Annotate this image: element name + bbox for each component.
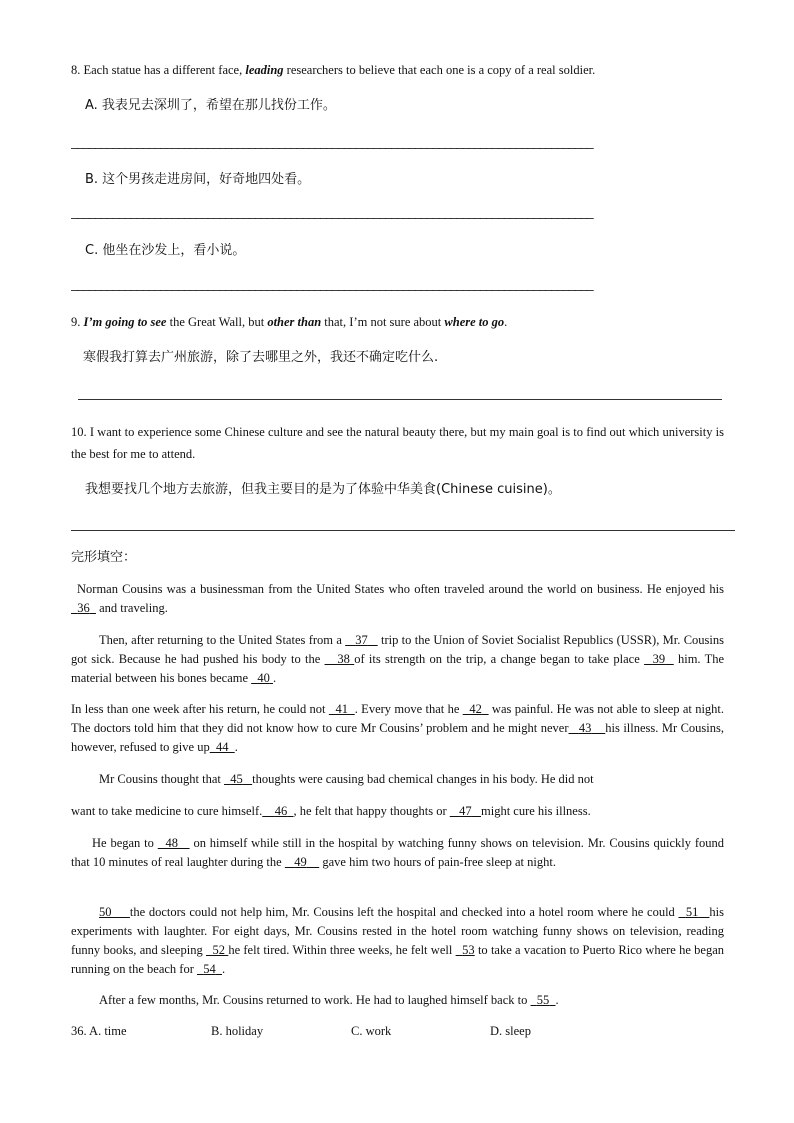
blank-49[interactable]: 49	[294, 855, 307, 869]
blank-51[interactable]: 51	[685, 905, 699, 919]
answer-line-8b[interactable]: ————————————————————————————————————————————————————————————————————————————————————————	[71, 212, 593, 224]
cloze-paragraph-8: After a few months, Mr. Cousins returned to work. He had to laughed himself back to 55 .	[99, 993, 559, 1007]
blank-44[interactable]: 44	[215, 740, 229, 754]
cloze-paragraph-5: want to take medicine to cure himself. 46 , he felt that happy thoughts or 47 might cure his illness.	[71, 804, 591, 818]
blank-54[interactable]: 54	[203, 962, 216, 976]
answer-line-8a[interactable]: ————————————————————————————————————————————————————————————————————————————————————————	[71, 142, 593, 154]
cloze-paragraph-1: Norman Cousins was a businessman from the United States who often traveled around the world on business. He enjoyed his 36 and traveling.	[71, 580, 724, 618]
q8-option-c: C. 他坐在沙发上，看小说。	[85, 243, 246, 258]
q10-sentence: 10. I want to experience some Chinese culture and see the natural beauty there, but my main goal is to find out which university is the best for me to attend.	[71, 425, 724, 461]
q9-chinese: 寒假我打算去广州旅游，除了去哪里之外，我还不确定吃什么.	[83, 350, 439, 365]
blank-41[interactable]: 41	[335, 702, 349, 716]
blank-55[interactable]: 55	[536, 993, 550, 1007]
q8-sentence: 8. Each statue has a different face, leading researchers to believe that each one is a copy of a real soldier.	[71, 63, 596, 77]
q10-chinese: 我想要找几个地方去旅游，但我主要目的是为了体验中华美食(Chinese cuisine)。	[85, 482, 561, 497]
q36-option-b[interactable]: B. holiday	[211, 1024, 264, 1038]
answer-line-8c[interactable]: ————————————————————————————————————————————————————————————————————————————————————————	[71, 284, 593, 296]
blank-43[interactable]: 43	[578, 721, 592, 735]
blank-45[interactable]: 45	[230, 772, 243, 786]
q36-option-d[interactable]: D. sleep	[490, 1024, 531, 1038]
blank-36[interactable]: 36	[77, 601, 90, 615]
q8-option-b: B. 这个男孩走进房间，好奇地四处看。	[85, 172, 311, 187]
q9-sentence: 9. I’m going to see the Great Wall, but other than that, I’m not sure about where to go.	[71, 315, 508, 329]
blank-39[interactable]: 39	[652, 652, 666, 666]
cloze-paragraph-4: Mr Cousins thought that 45 thoughts were causing bad chemical changes in his body. He did not	[99, 772, 594, 786]
blank-40[interactable]: 40	[257, 671, 270, 685]
blank-47[interactable]: 47	[459, 804, 472, 818]
q8-option-a: A. 我表兄去深圳了，希望在那儿找份工作。	[85, 98, 336, 113]
blank-42[interactable]: 42	[469, 702, 482, 716]
cloze-paragraph-2: Then, after returning to the United States from a 37 trip to the Union of Soviet Socialist Republics (USSR), Mr. Cousins got sick. Because he had pushed his body to the 38 of its strength on the trip, a change began to take place 39 him. The material between his bones became 40 .	[71, 633, 725, 685]
q36-option-a[interactable]: 36. A. time	[71, 1024, 127, 1038]
blank-50[interactable]: 50	[99, 905, 112, 919]
blank-37[interactable]: 37	[355, 633, 368, 647]
cloze-paragraph-3: In less than one week after his return, he could not 41 . Every move that he 42 was painful. He was not able to sleep at night. The doctors told him that they did not know how to cure Mr Cousins’ problem and he might never 43 his illness. Mr Cousins, however, refused to give up 44 .	[71, 702, 725, 754]
blank-38[interactable]: 38	[337, 652, 350, 666]
q36-option-c[interactable]: C. work	[351, 1024, 392, 1038]
blank-53[interactable]: 53	[462, 943, 475, 957]
cloze-paragraph-7: 50 the doctors could not help him, Mr. Cousins left the hospital and checked into a hotel room where he could 51 his experiments with laughter. For eight days, Mr. Cousins rested in the hotel room watching funny shows on television, reading funny books, and sleeping 52 he felt tired. Within three weeks, he felt well 53 to take a vacation to Puerto Rico where he began running on the beach for 54 .	[71, 905, 725, 976]
cloze-paragraph-6: He began to 48 on himself while still in the hospital by watching funny shows on television. Mr. Cousins quickly found that 10 minutes of real laughter during the 49 gave him two hours of pain-free sleep at night.	[71, 836, 724, 869]
blank-48[interactable]: 48	[165, 836, 178, 850]
answer-line-10[interactable]	[71, 530, 735, 531]
blank-52[interactable]: 52	[212, 943, 226, 957]
blank-46[interactable]: 46	[274, 804, 288, 818]
answer-line-9[interactable]	[78, 399, 722, 400]
cloze-heading: 完形填空：	[71, 550, 137, 565]
